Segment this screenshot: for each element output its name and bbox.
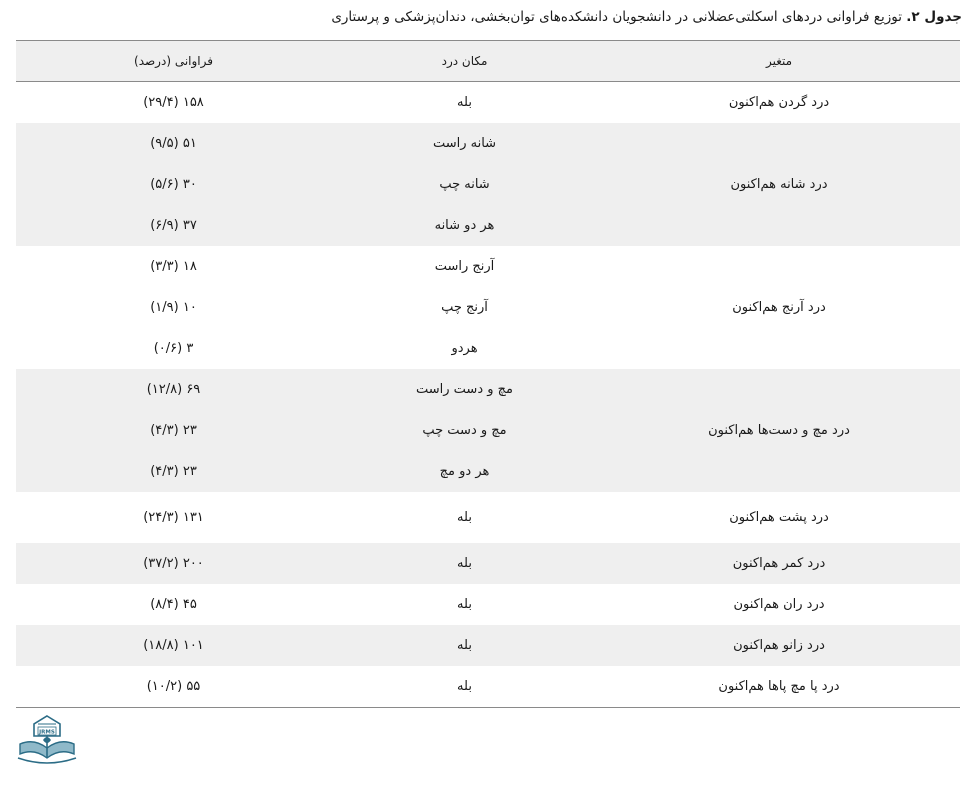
table-body xyxy=(16,82,960,707)
location-cell: بله xyxy=(457,679,472,694)
table-row-group xyxy=(16,369,960,492)
location-cell: شانه چپ xyxy=(439,177,490,192)
frequency-cell: ۱۸ (۳/۳) xyxy=(150,259,197,274)
location-cell: بله xyxy=(457,95,472,110)
table-header xyxy=(16,41,960,82)
header-variable: متغیر xyxy=(765,54,793,68)
location-cell: هر دو شانه xyxy=(434,218,495,233)
variable-cell: درد مچ و دست‌ها هم‌اکنون xyxy=(708,423,850,438)
frequency-cell: ۱۳۱ (۲۴/۳) xyxy=(143,510,204,525)
variable-cell: درد پا مچ پاها هم‌اکنون xyxy=(718,679,840,694)
frequency-cell: ۲۰۰ (۳۷/۲) xyxy=(143,556,204,571)
location-cell: بله xyxy=(457,638,472,653)
table-row-group xyxy=(16,666,960,707)
frequency-cell: ۲۳ (۴/۳) xyxy=(150,423,197,438)
table-row-group xyxy=(16,492,960,543)
table-row-group xyxy=(16,82,960,123)
location-cell: بله xyxy=(457,556,472,571)
frequency-table xyxy=(16,40,960,708)
location-cell: هر دو مچ xyxy=(439,464,490,479)
frequency-cell: ۱۵۸ (۲۹/۴) xyxy=(143,95,204,110)
location-cell: هردو xyxy=(451,341,478,356)
frequency-cell: ۲۳ (۴/۳) xyxy=(150,464,197,479)
table-row-group xyxy=(16,584,960,625)
frequency-cell: ۴۵ (۸/۴) xyxy=(150,597,197,612)
frequency-cell: ۱۰ (۱/۹) xyxy=(150,300,197,315)
frequency-cell: ۵۱ (۹/۵) xyxy=(150,136,197,151)
frequency-cell: ۳ (۰/۶) xyxy=(153,341,194,356)
variable-cell: درد آرنج هم‌اکنون xyxy=(732,300,826,315)
table-row-group xyxy=(16,543,960,584)
frequency-cell: ۳۰ (۵/۶) xyxy=(150,177,197,192)
location-cell: بله xyxy=(457,510,472,525)
table-row-group xyxy=(16,246,960,369)
location-cell: بله xyxy=(457,597,472,612)
variable-cell: درد گردن هم‌اکنون xyxy=(728,95,830,110)
header-frequency: فراوانی (درصد) xyxy=(134,54,213,68)
location-cell: آرنج چپ xyxy=(441,300,488,315)
header-location: مکان درد xyxy=(441,54,488,68)
location-cell: شانه راست xyxy=(432,136,497,151)
journal-logo xyxy=(16,714,78,764)
location-cell: مچ و دست راست xyxy=(415,382,514,397)
table-row-group xyxy=(16,625,960,666)
variable-cell: درد زانو هم‌اکنون xyxy=(733,638,825,653)
frequency-cell: ۵۵ (۱۰/۲) xyxy=(146,679,201,694)
caption-label: جدول ۲. xyxy=(906,9,962,25)
table-row-group xyxy=(16,123,960,246)
location-cell: آرنج راست xyxy=(434,259,495,274)
variable-cell: درد ران هم‌اکنون xyxy=(733,597,825,612)
frequency-cell: ۱۰۱ (۱۸/۸) xyxy=(143,638,204,653)
variable-cell: درد کمر هم‌اکنون xyxy=(732,556,826,571)
variable-cell: درد شانه هم‌اکنون xyxy=(730,177,828,192)
caption-text: توزیع فراوانی دردهای اسکلتی‌عضلانی در دانشجویان دانشکده‌های توان‌بخشی، دندان‌پزشکی و پرستاری xyxy=(331,9,902,25)
location-cell: مچ و دست چپ xyxy=(422,423,507,438)
frequency-cell: ۳۷ (۶/۹) xyxy=(150,218,197,233)
frequency-cell: ۶۹ (۱۲/۸) xyxy=(146,382,201,397)
variable-cell: درد پشت هم‌اکنون xyxy=(729,510,829,525)
table-caption xyxy=(22,6,962,28)
logo-text: JRMS xyxy=(39,729,55,736)
